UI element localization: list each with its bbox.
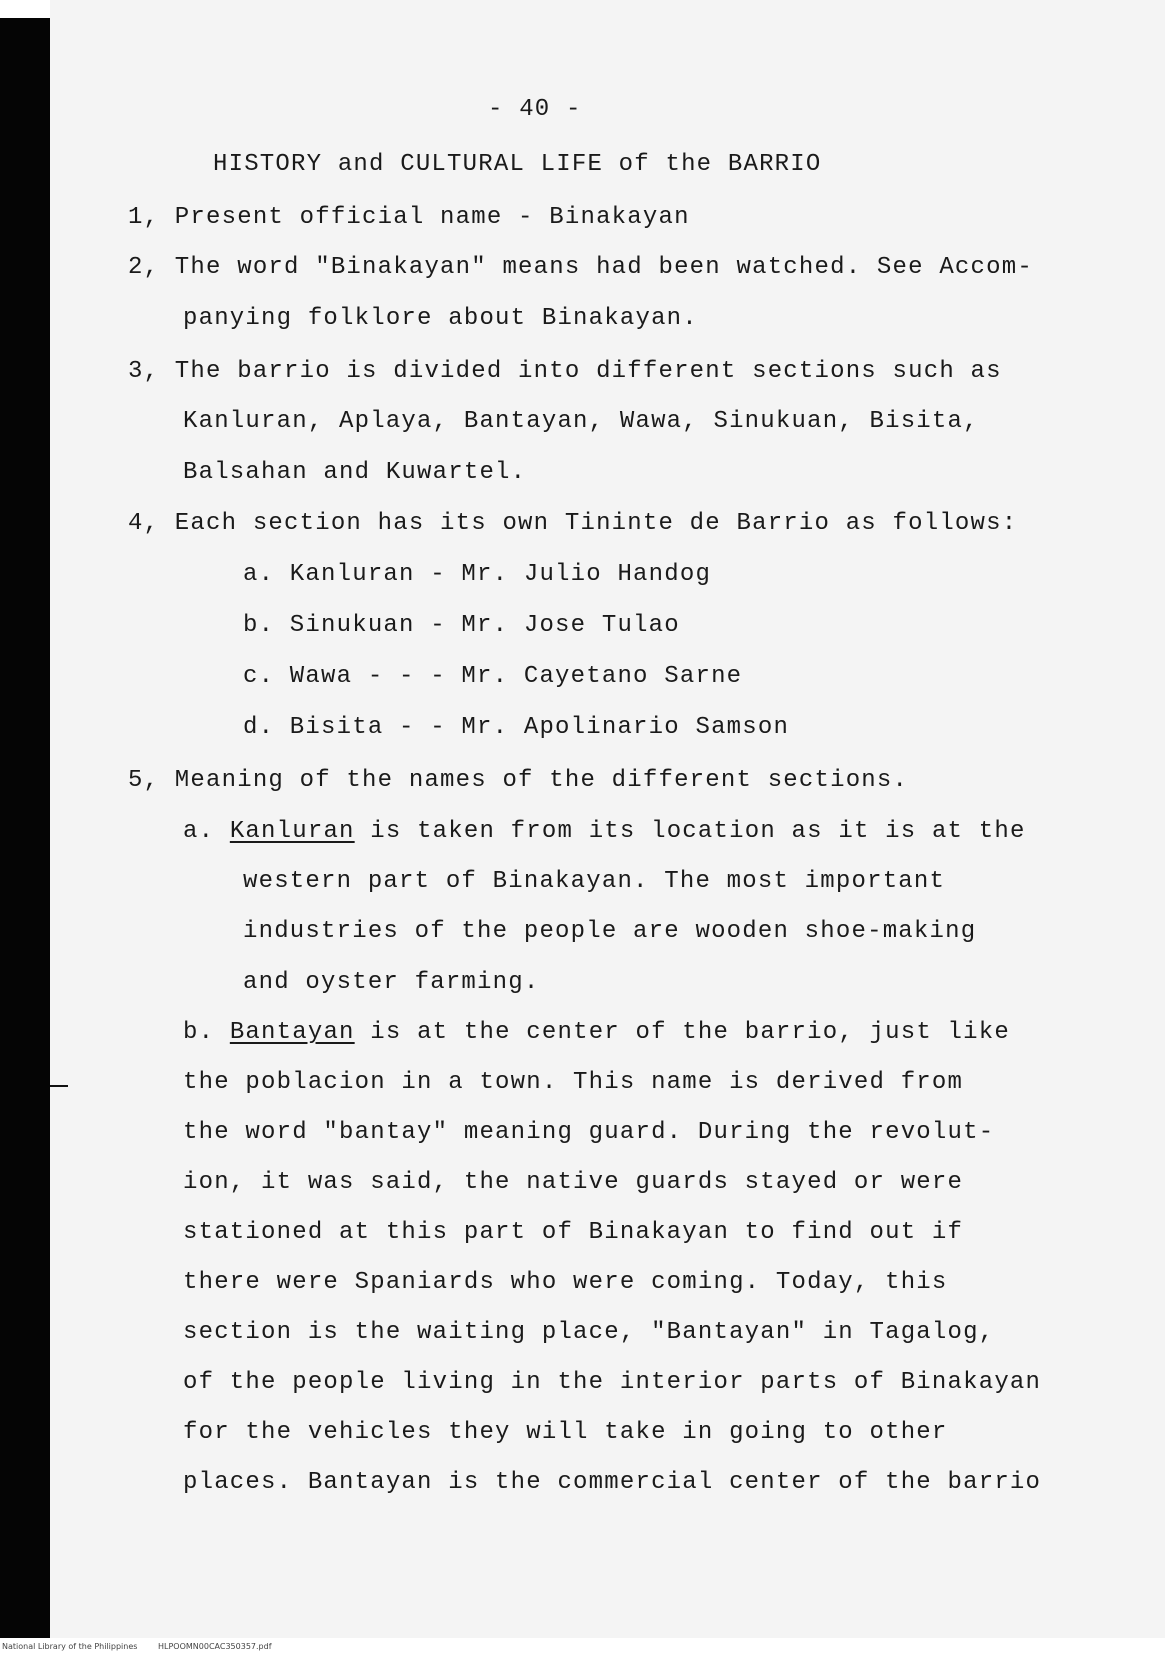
section-b-term: Bantayan xyxy=(229,1019,355,1046)
item-2-line-2: panying folklore about Binakayan. xyxy=(183,305,698,332)
section-b-line-6: there were Spaniards who were coming. Today, this xyxy=(183,1269,948,1296)
section-a-line-4: and oyster farming. xyxy=(243,969,540,996)
item-2-line-1: 2, The word "Binakayan" means had been watched. See Accom- xyxy=(128,254,1033,281)
section-a-prefix: a. xyxy=(183,818,215,845)
item-1: 1, Present official name - Binakayan xyxy=(128,204,690,231)
section-a-line-3: industries of the people are wooden shoe-making xyxy=(243,918,977,945)
item-4-c: c. Wawa - - - Mr. Cayetano Sarne xyxy=(243,663,743,690)
section-b-line-5: stationed at this part of Binakayan to find out if xyxy=(183,1219,964,1246)
item-4-a: a. Kanluran - Mr. Julio Handog xyxy=(243,561,712,588)
footer-bar xyxy=(0,1638,1165,1658)
item-4-d: d. Bisita - - Mr. Apolinario Samson xyxy=(243,714,790,741)
item-5: 5, Meaning of the names of the different sections. xyxy=(128,767,909,794)
item-4: 4, Each section has its own Tininte de Barrio as follows: xyxy=(128,510,1018,537)
section-b-line-10: places. Bantayan is the commercial center of the barrio xyxy=(183,1469,1042,1496)
section-b-prefix: b. xyxy=(183,1019,215,1046)
section-b-text: is at the center of the barrio, just like xyxy=(370,1019,1010,1046)
section-a-term: Kanluran xyxy=(229,818,355,845)
binding-edge xyxy=(0,18,50,1638)
item-3-line-2: Kanluran, Aplaya, Bantayan, Wawa, Sinukuan, Bisita, xyxy=(183,408,979,435)
item-3-line-1: 3, The barrio is divided into different sections such as xyxy=(128,358,1002,385)
section-a-line-1 xyxy=(183,817,1026,847)
footer-source: National Library of the Philippines xyxy=(2,1642,138,1651)
section-b-line-8: of the people living in the interior parts of Binakayan xyxy=(183,1369,1042,1396)
section-b-line-3: the word "bantay" meaning guard. During the revolut- xyxy=(183,1119,995,1146)
page-number: - 40 - xyxy=(488,96,582,123)
section-b-line-4: ion, it was said, the native guards stayed or were xyxy=(183,1169,964,1196)
section-b-line-7: section is the waiting place, "Bantayan" in Tagalog, xyxy=(183,1319,995,1346)
item-3-line-3: Balsahan and Kuwartel. xyxy=(183,459,527,486)
item-4-b: b. Sinukuan - Mr. Jose Tulao xyxy=(243,612,680,639)
section-b-line-9: for the vehicles they will take in going to other xyxy=(183,1419,948,1446)
footer-file: HLPOOMN00CAC350357.pdf xyxy=(158,1642,272,1651)
section-b-line-1 xyxy=(183,1018,1010,1048)
section-b-line-2: the poblacion in a town. This name is derived from xyxy=(183,1069,964,1096)
section-a-text: is taken from its location as it is at the xyxy=(370,818,1026,845)
margin-tick-mark xyxy=(50,1085,68,1087)
section-a-line-2: western part of Binakayan. The most important xyxy=(243,868,946,895)
page-heading: HISTORY and CULTURAL LIFE of the BARRIO xyxy=(213,151,822,178)
